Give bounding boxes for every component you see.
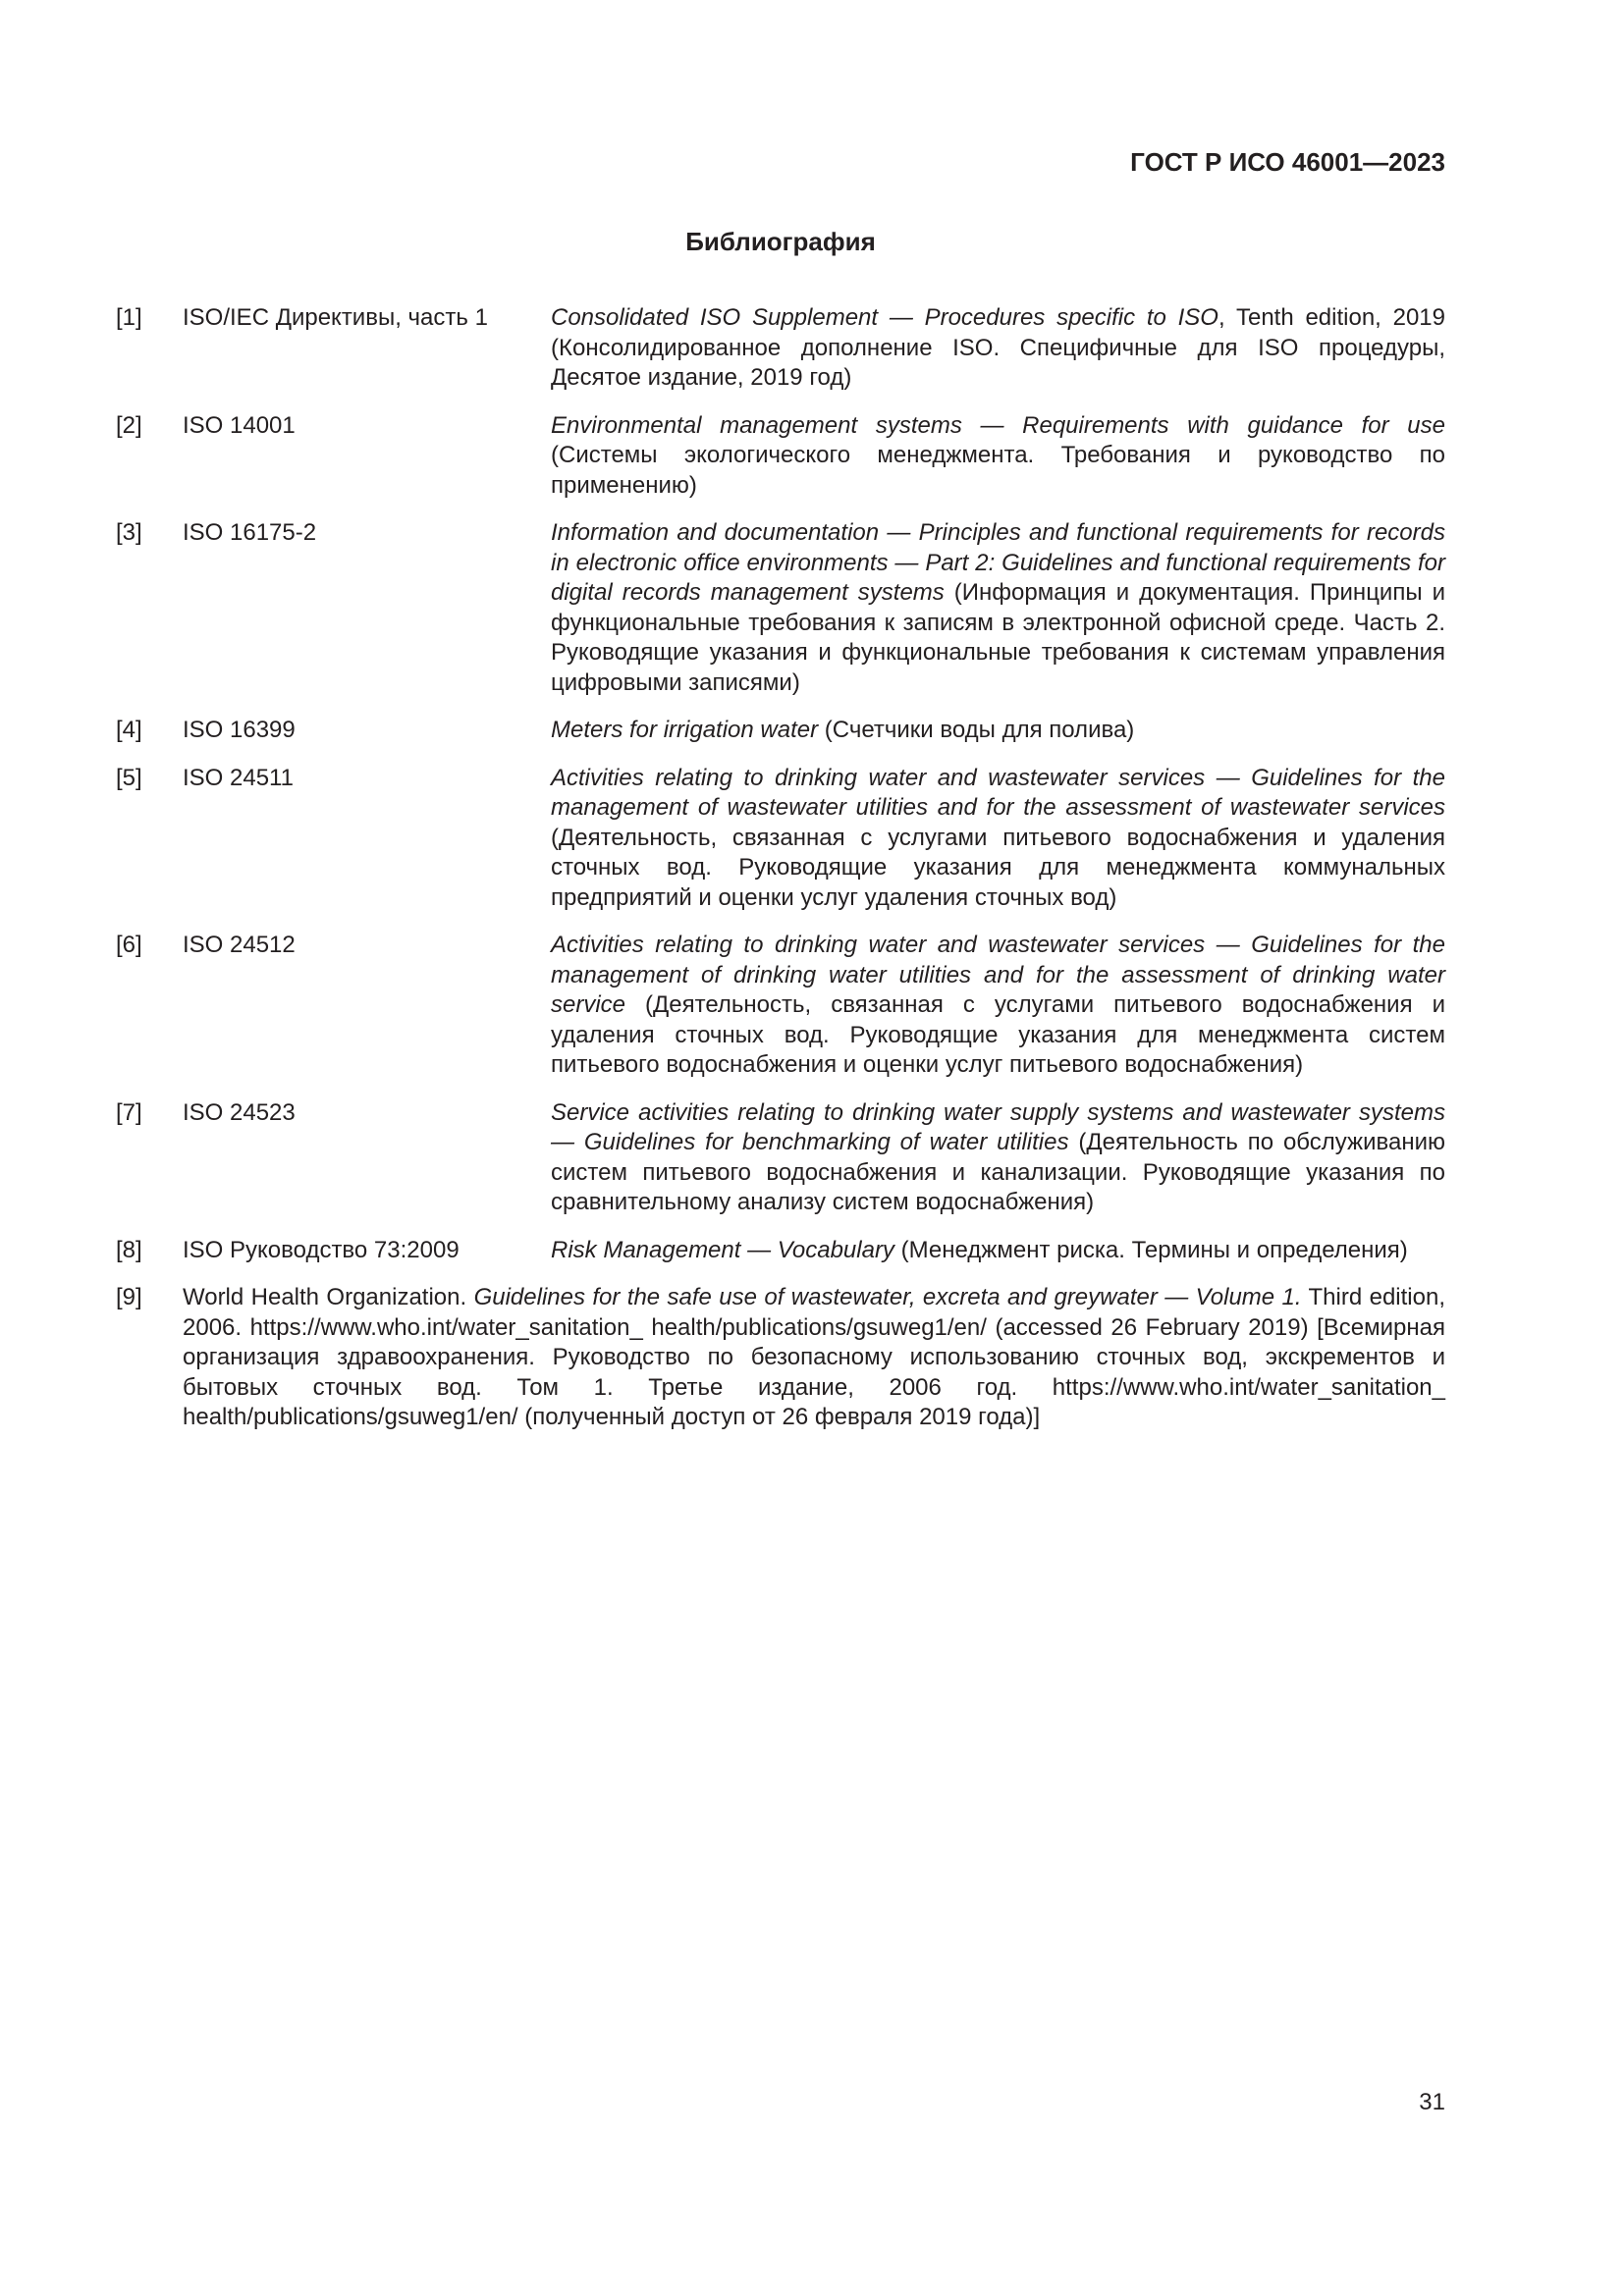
entry-reference: ISO 16175-2 — [183, 519, 317, 546]
entry-description — [551, 303, 1445, 394]
entry-reference: ISO 24512 — [183, 932, 296, 958]
bibliography-entry — [116, 518, 1445, 698]
entry-description — [183, 1283, 1445, 1433]
entry-description — [551, 1098, 1445, 1218]
entry-number: [6] — [116, 932, 142, 958]
entry-description — [551, 518, 1445, 698]
entry-details: , Tenth edition, 2019 (Консолидированное дополнение ISO. Специфичные для ISO процедуры, Десятое издание, 2019 год) — [551, 304, 1445, 391]
entry-description — [551, 764, 1445, 914]
entry-reference: ISO 24523 — [183, 1098, 296, 1126]
entry-number: [7] — [116, 1098, 142, 1126]
entry-title: Consolidated ISO Supplement — Procedures specific to ISO — [551, 304, 1218, 331]
entry-description — [551, 411, 1445, 502]
bibliography-entry — [116, 1098, 1445, 1218]
entry-description — [551, 1236, 1445, 1266]
entry-reference: ISO 24511 — [183, 764, 294, 791]
entry-number: [2] — [116, 411, 142, 439]
bibliography-entry — [116, 716, 1445, 746]
entry-reference: ISO 16399 — [183, 717, 296, 743]
bibliography-entry — [116, 411, 1445, 502]
entry-reference: ISO/IEC Директивы, часть 1 — [183, 304, 488, 331]
entry-details: (Информация и документация. Принципы и функциональные требования к записям в электронной офисной среде. Часть 2. Руководящие указания и функциональные требования к системам управления цифровыми записями) — [551, 579, 1445, 696]
entry-number: [8] — [116, 1236, 142, 1263]
bibliography-entry — [116, 931, 1445, 1081]
entry-title: Guidelines for the safe use of wastewater, excreta and greywater — Volume 1. — [473, 1284, 1302, 1310]
bibliography-entry — [116, 303, 1445, 394]
entry-title: Activities relating to drinking water and wastewater services — Guidelines for the management of drinking water utilities and for the assessment of drinking water service — [551, 932, 1445, 1018]
entry-details: (Деятельность, связанная с услугами питьевого водоснабжения и удаления сточных вод. Руководящие указания для менеджмента систем питьевого водоснабжения и оценки услуг питьевого водоснабжения) — [551, 991, 1445, 1078]
entry-title: Activities relating to drinking water and wastewater services — Guidelines for the management of wastewater utilities and for the assessment of wastewater services — [551, 764, 1445, 821]
entry-description — [551, 716, 1445, 746]
entry-details: (Менеджмент риска. Термины и определения) — [893, 1236, 1408, 1263]
entry-number: [9] — [116, 1284, 142, 1310]
entry-author: World Health Organization. — [183, 1284, 474, 1310]
entry-number: [5] — [116, 764, 142, 791]
entry-title: Meters for irrigation water — [551, 717, 819, 743]
entry-title: Environmental management systems — Requirements with guidance for use — [551, 411, 1445, 439]
entry-reference: ISO Руководство 73:2009 — [183, 1236, 460, 1263]
entry-reference: ISO 14001 — [183, 411, 296, 439]
bibliography-entry — [116, 1283, 1445, 1433]
entry-details: (Счетчики воды для полива) — [818, 717, 1135, 743]
entry-details: (Деятельность по обслуживанию систем питьевого водоснабжения и канализации. Руководящие указания по сравнительному анализу систем водоснабжения) — [551, 1129, 1445, 1215]
entry-details: (Системы экологического менеджмента. Требования и руководство по применению) — [551, 442, 1445, 499]
entry-number: [3] — [116, 519, 142, 546]
entry-details: Third edition, 2006. https://www.who.int/water_sanitation_ health/publications/gsuweg1/en/ (accessed 26 February 2019) [Всемирная организация здравоохранения. Руководство по безопасному использованию сточных вод, экскрементов и бытовых сточных вод. Том 1. Третье издание, 2006 год. https://www.who.int/water_sanitation_ health/publications/gsuweg1/en/ (полученный доступ от 26 февраля 2019 года)] — [183, 1284, 1445, 1430]
page-number: 31 — [1419, 2089, 1445, 2115]
entry-title: Service activities relating to drinking water supply systems and wastewater systems — Guidelines for benchmarking of water utilities — [551, 1098, 1445, 1155]
entry-number: [4] — [116, 717, 142, 743]
bibliography-entry — [116, 764, 1445, 914]
entry-description — [551, 931, 1445, 1081]
entry-details: (Деятельность, связанная с услугами питьевого водоснабжения и удаления сточных вод. Руководящие указания для менеджмента коммунальных предприятий и оценки услуг удаления сточных вод) — [551, 824, 1445, 911]
section-title: Библиография — [685, 227, 876, 256]
standard-number: ГОСТ Р ИСО 46001—2023 — [1130, 147, 1445, 177]
entry-title: Information and documentation — Principles and functional requirements for records in electronic office environments — Part 2: Guidelines and functional requirements for digital records management systems — [551, 519, 1445, 606]
entry-title: Risk Management — Vocabulary — [551, 1236, 894, 1263]
entry-number: [1] — [116, 304, 142, 331]
bibliography-list — [116, 303, 1445, 1451]
bibliography-entry — [116, 1236, 1445, 1266]
